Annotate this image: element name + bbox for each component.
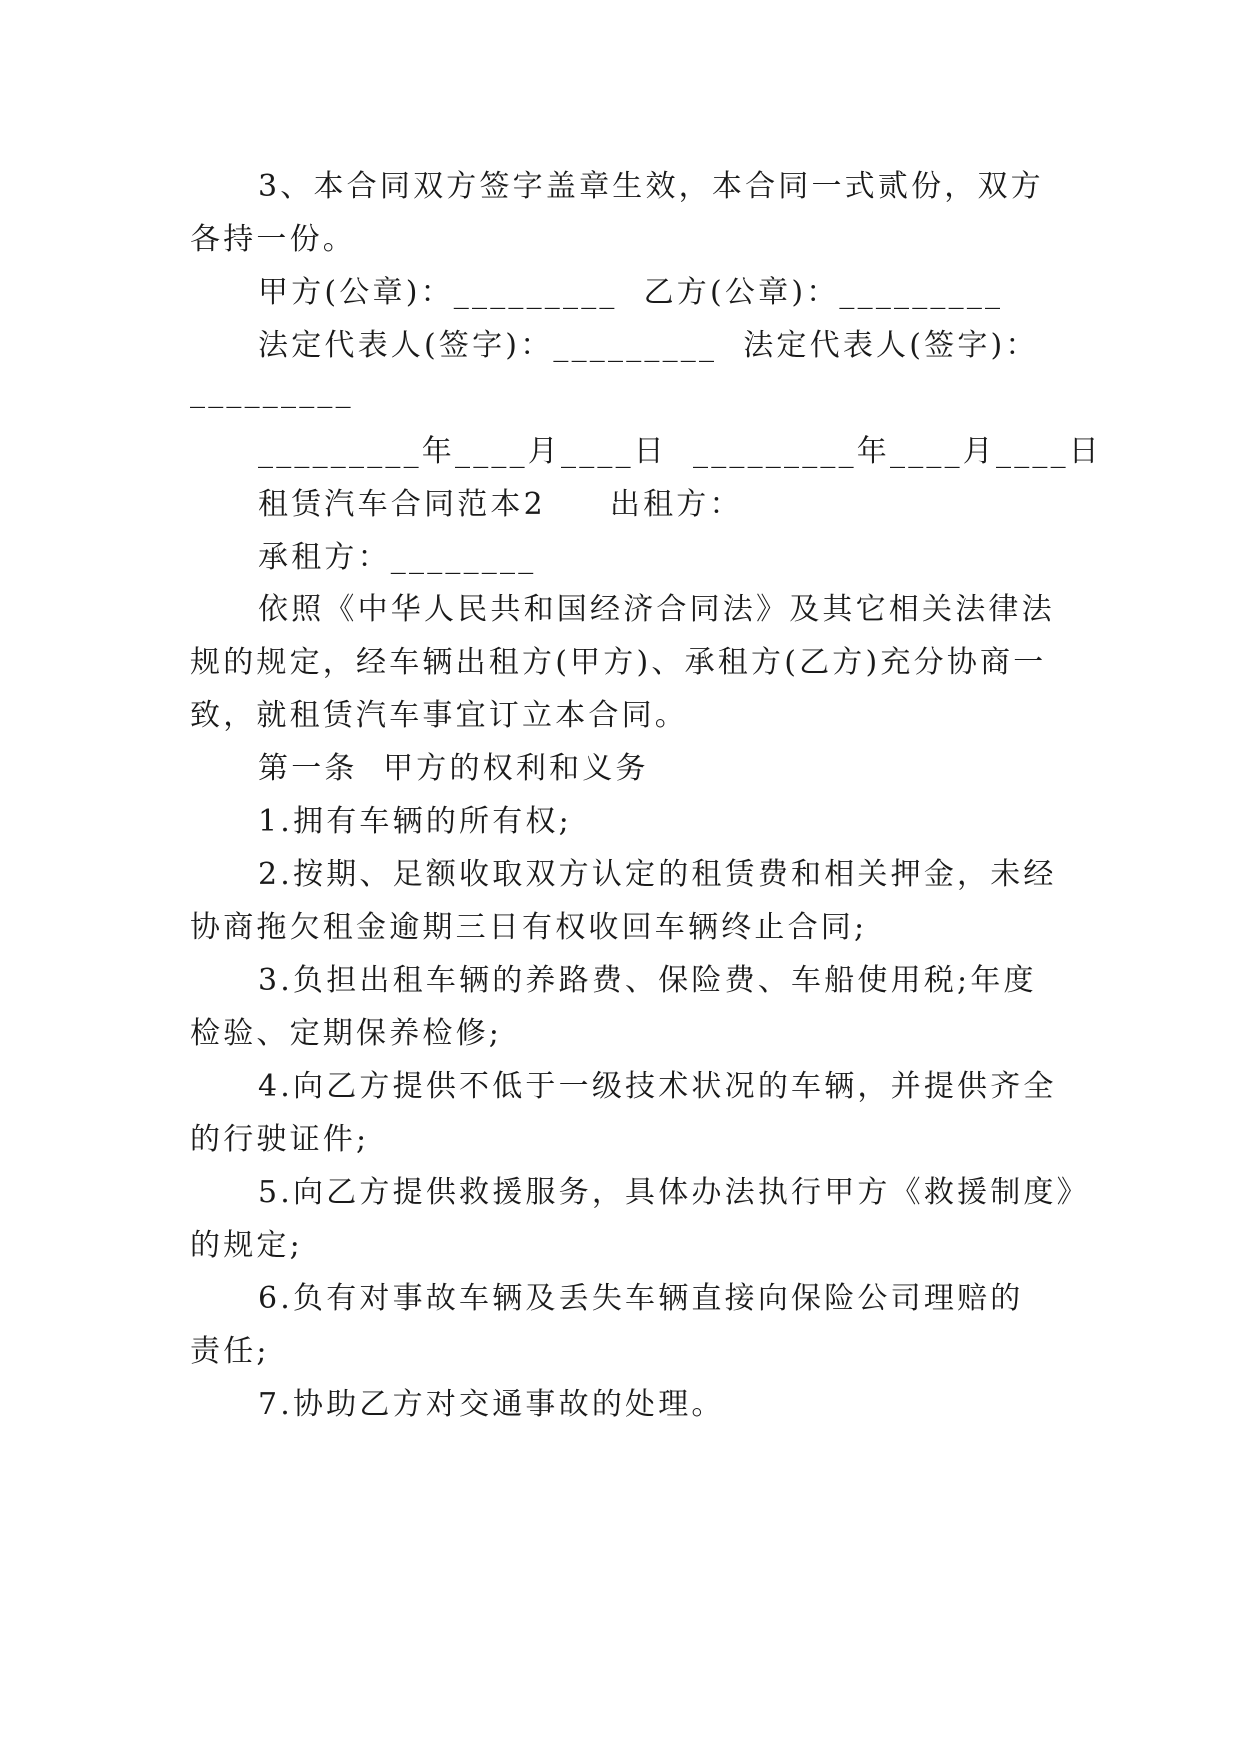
date-row bbox=[258, 432, 1102, 472]
paragraph-line: 各持一份。 bbox=[190, 222, 356, 257]
list-item: 2.按期、足额收取双方认定的租赁费和相关押金，未经 bbox=[258, 857, 1057, 892]
list-item: 4.向乙方提供不低于一级技术状况的车辆，并提供齐全 bbox=[258, 1069, 1057, 1104]
list-item: 1.拥有车辆的所有权; bbox=[258, 804, 572, 839]
party-a-seal-field: 甲方(公章)：_________ bbox=[258, 275, 618, 310]
list-item-continuation: 的行驶证件; bbox=[190, 1122, 370, 1157]
paragraph-line: 3、本合同双方签字盖章生效，本合同一式贰份，双方 bbox=[258, 169, 1044, 204]
signature-row bbox=[258, 273, 1003, 313]
paragraph-line: 致，就租赁汽车事宜订立本合同。 bbox=[190, 698, 688, 733]
signature-blank: _________ bbox=[190, 374, 354, 409]
list-item: 6.负有对事故车辆及丢失车辆直接向保险公司理赔的 bbox=[258, 1281, 1024, 1316]
party-b-seal-field: 乙方(公章)：_________ bbox=[643, 275, 1004, 310]
party-b-representative-field: 法定代表人(签字)： bbox=[743, 328, 1039, 363]
list-item: 7.协助乙方对交通事故的处理。 bbox=[258, 1387, 725, 1422]
list-item-continuation: 的规定; bbox=[190, 1228, 303, 1263]
list-item: 3.负担出租车辆的养路费、保险费、车船使用税;年度 bbox=[258, 963, 1037, 998]
party-a-date-field: _________年____月____日 bbox=[258, 434, 667, 469]
signature-row bbox=[258, 326, 1039, 366]
section-heading-row bbox=[258, 485, 743, 525]
article-heading: 第一条 甲方的权利和义务 bbox=[258, 751, 649, 786]
paragraph-line: 规的规定，经车辆出租方(甲方)、承租方(乙方)充分协商一 bbox=[190, 645, 1047, 680]
list-item-continuation: 责任; bbox=[190, 1334, 270, 1369]
lessee-field: 承租方：________ bbox=[258, 540, 537, 575]
list-item: 5.向乙方提供救援服务，具体办法执行甲方《救援制度》 bbox=[258, 1175, 1090, 1210]
party-a-representative-field: 法定代表人(签字)：_________ bbox=[258, 328, 718, 363]
list-item-continuation: 协商拖欠租金逾期三日有权收回车辆终止合同; bbox=[190, 910, 868, 945]
party-b-date-field: _________年____月____日 bbox=[693, 434, 1102, 469]
list-item-continuation: 检验、定期保养检修; bbox=[190, 1016, 503, 1051]
lessor-label: 出租方： bbox=[609, 487, 743, 522]
paragraph-line: 依照《中华人民共和国经济合同法》及其它相关法律法 bbox=[258, 592, 1055, 627]
contract-title: 租赁汽车合同范本2 bbox=[258, 487, 546, 522]
